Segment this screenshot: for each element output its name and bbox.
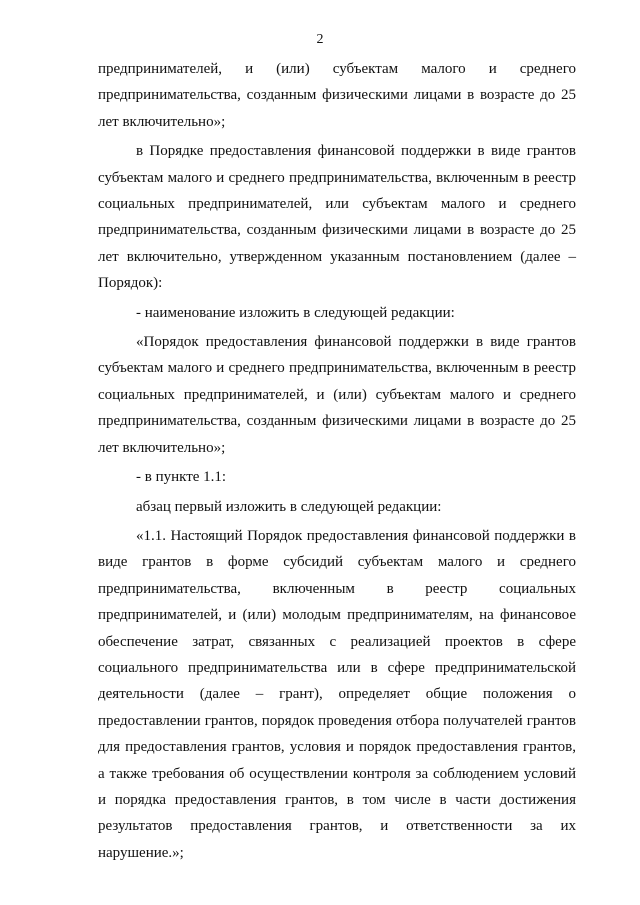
paragraph-new-title: «Порядок предоставления финансовой поддержки в виде грантов субъектам малого и среднего предпринимательства, включенным в реестр социальных предпринимателей, и (или) субъектам малого и среднего предпринимательства, созданным физическими лицами в возрасте до 25 лет включительно»; [98,334,576,456]
document-body [98,56,576,869]
paragraph-clause-1-1: «1.1. Настоящий Порядок предоставления финансовой поддержки в виде грантов в форме субсидий субъектам малого и среднего предпринимательства, включенным в реестр социальных предпринимателей, и (или) молодым предпринимателям, на финансовое обеспечение затрат, связанных с реализацией проектов в сфере социального предпринимательства или в сфере предпринимательской деятельности (далее – грант), определяет общие положения о предоставлении грантов, порядок проведения отбора получателей грантов для предоставления грантов, условия и порядок предоставления грантов, а также требования об осуществлении контроля за соблюдением условий и порядка предоставления грантов, в том числе в части достижения результатов предоставления грантов, и ответственности за их нарушение.»; [98,527,576,861]
paragraph-title-instruction: - наименование изложить в следующей редакции: [136,304,455,321]
page-number: 2 [316,32,324,47]
paragraph-continuation: предпринимателей, и (или) субъектам малого и среднего предпринимательства, созданным физическими лицами в возрасте до 25 лет включительно»; [98,61,576,130]
paragraph-clause-ref: - в пункте 1.1: [136,469,227,486]
paragraph-first-abzac-instruction: абзац первый изложить в следующей редакции: [136,498,442,515]
paragraph-amendment-intro: в Порядке предоставления финансовой поддержки в виде грантов субъектам малого и среднего предпринимательства, включенным в реестр социальных предпринимателей, или субъектам малого и среднего предпринимательства, созданным физическими лицами в возрасте до 25 лет включительно, утвержденном указанным постановлением (далее – Порядок): [98,143,576,292]
